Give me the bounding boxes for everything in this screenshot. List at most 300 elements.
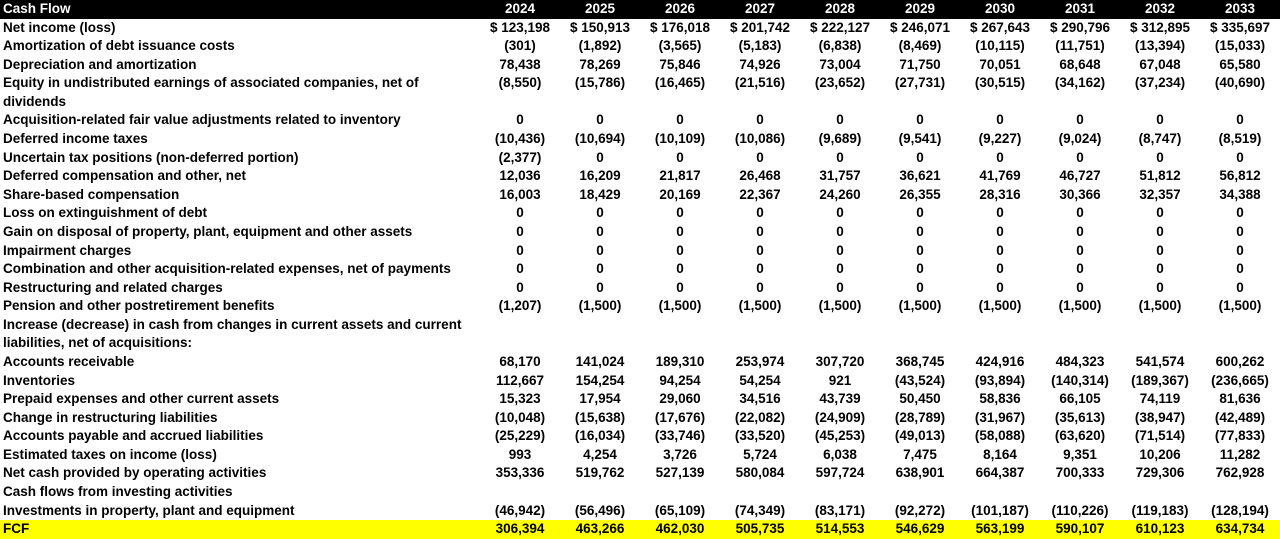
year-header: 2030 xyxy=(960,0,1040,19)
cell-value: 58,836 xyxy=(979,391,1021,407)
cell-value: (93,894) xyxy=(974,372,1026,388)
cell-value: (128,194) xyxy=(1211,502,1269,518)
cell-value: 424,916 xyxy=(975,353,1025,369)
cell-value: 0 xyxy=(996,279,1004,295)
table-row xyxy=(0,446,1280,465)
cell-value: 0 xyxy=(1156,279,1164,295)
cell-value: 762,928 xyxy=(1215,465,1265,481)
year-header: 2031 xyxy=(1040,0,1120,19)
cell-value xyxy=(480,483,560,502)
cell-value: 30,366 xyxy=(1059,186,1101,202)
cell-value: 43,739 xyxy=(819,391,861,407)
cell-value: 73,004 xyxy=(819,56,861,72)
cell-value: 3,726 xyxy=(663,446,697,462)
cell-value: $ 267,643 xyxy=(969,19,1031,35)
table-row xyxy=(0,186,1280,205)
cell-value: (23,652) xyxy=(814,75,866,91)
cell-value: 75,846 xyxy=(659,56,701,72)
cell-value: 0 xyxy=(836,261,844,277)
year-header: 2024 xyxy=(480,0,560,19)
cell-value: (43,524) xyxy=(894,372,946,388)
cell-value: (31,967) xyxy=(974,409,1026,425)
row-label: Share-based compensation xyxy=(3,186,180,202)
cell-value: (34,162) xyxy=(1054,75,1106,91)
cell-value: (11,751) xyxy=(1055,38,1105,54)
row-label: Investments in property, plant and equipment xyxy=(3,502,295,518)
cell-value: 41,769 xyxy=(979,168,1021,184)
cell-value: 51,812 xyxy=(1139,168,1181,184)
cell-value: (46,942) xyxy=(494,502,546,518)
row-label: Pension and other postretirement benefits xyxy=(3,298,275,314)
cell-value: 0 xyxy=(516,223,524,239)
cell-value: (3,565) xyxy=(658,38,702,54)
cell-value: (15,033) xyxy=(1214,38,1266,54)
cell-value: (1,500) xyxy=(1058,298,1102,314)
year-header: 2028 xyxy=(800,0,880,19)
cell-value: 0 xyxy=(996,223,1004,239)
table-row xyxy=(0,204,1280,223)
cell-value: 0 xyxy=(1076,112,1084,128)
row-label: Accounts receivable xyxy=(3,353,135,369)
cell-value: $ 290,796 xyxy=(1049,19,1111,35)
cell-value: 306,394 xyxy=(480,520,560,539)
cell-value xyxy=(880,316,960,353)
cell-value: (10,436) xyxy=(494,130,546,146)
cell-value: 0 xyxy=(1236,112,1244,128)
year-header: 2032 xyxy=(1120,0,1200,19)
cell-value: 0 xyxy=(596,242,604,258)
cell-value: 68,648 xyxy=(1059,56,1101,72)
cell-value xyxy=(800,483,880,502)
cell-value: 32,357 xyxy=(1139,186,1181,202)
cell-value: 11,282 xyxy=(1219,446,1261,462)
cell-value: (119,183) xyxy=(1131,502,1189,518)
table-row xyxy=(0,427,1280,446)
cell-value: 0 xyxy=(836,279,844,295)
table-row xyxy=(0,464,1280,483)
cell-value: 65,580 xyxy=(1219,56,1261,72)
cell-value: (28,789) xyxy=(894,409,946,425)
table-row xyxy=(0,223,1280,242)
cell-value: (1,500) xyxy=(578,298,622,314)
year-header: 2025 xyxy=(560,0,640,19)
cell-value: (49,013) xyxy=(894,428,946,444)
cell-value: 590,107 xyxy=(1040,520,1120,539)
cell-value: 563,199 xyxy=(960,520,1040,539)
row-label: Inventories xyxy=(3,372,76,388)
cell-value xyxy=(1040,483,1120,502)
cell-value: (1,500) xyxy=(1138,298,1182,314)
table-row xyxy=(0,130,1280,149)
cell-value: 112,667 xyxy=(495,372,545,388)
table-row xyxy=(0,483,1280,502)
cell-value: 154,254 xyxy=(575,372,625,388)
year-header: 2026 xyxy=(640,0,720,19)
cell-value: 54,254 xyxy=(739,372,781,388)
cell-value: (42,489) xyxy=(1214,409,1266,425)
cell-value: (77,833) xyxy=(1214,428,1266,444)
table-row xyxy=(0,56,1280,75)
cell-value: 189,310 xyxy=(655,353,705,369)
cell-value: (140,314) xyxy=(1051,372,1109,388)
cell-value: $ 150,913 xyxy=(569,19,631,35)
cell-value: 0 xyxy=(1076,261,1084,277)
cell-value: 0 xyxy=(516,112,524,128)
cell-value: 29,060 xyxy=(659,391,701,407)
cell-value: 78,269 xyxy=(579,56,621,72)
cell-value: 22,367 xyxy=(739,186,781,202)
cell-value: 0 xyxy=(916,261,924,277)
row-label: Restructuring and related charges xyxy=(3,279,223,295)
cell-value: (110,226) xyxy=(1051,502,1109,518)
cell-value: (2,377) xyxy=(498,149,542,165)
cell-value: (83,171) xyxy=(814,502,866,518)
cell-value: 68,170 xyxy=(499,353,541,369)
cell-value xyxy=(1120,316,1200,353)
cell-value: (22,082) xyxy=(734,409,786,425)
table-row xyxy=(0,19,1280,38)
cell-value: 0 xyxy=(1076,149,1084,165)
cell-value: 12,036 xyxy=(499,168,541,184)
cell-value: (10,115) xyxy=(975,38,1025,54)
cell-value: 484,323 xyxy=(1055,353,1105,369)
cell-value: (10,086) xyxy=(734,130,786,146)
row-label: Cash flows from investing activities xyxy=(3,484,233,500)
cell-value: 0 xyxy=(756,205,764,221)
cell-value: 527,139 xyxy=(655,465,705,481)
cell-value xyxy=(480,316,560,353)
cell-value: 16,209 xyxy=(579,168,621,184)
cell-value: (5,183) xyxy=(738,38,782,54)
cell-value: 0 xyxy=(756,112,764,128)
cell-value: 0 xyxy=(516,242,524,258)
cell-value: (8,519) xyxy=(1218,130,1262,146)
cell-value xyxy=(560,316,640,353)
cell-value xyxy=(1040,316,1120,353)
cell-value: 56,812 xyxy=(1219,168,1261,184)
row-label: Accounts payable and accrued liabilities xyxy=(3,428,264,444)
row-label: Depreciation and amortization xyxy=(3,56,197,72)
cell-value: 67,048 xyxy=(1139,56,1181,72)
cell-value xyxy=(1200,483,1280,502)
cell-value: (1,500) xyxy=(1218,298,1262,314)
table-row xyxy=(0,353,1280,372)
year-header: 2029 xyxy=(880,0,960,19)
cell-value: 921 xyxy=(828,372,852,388)
row-label: Equity in undistributed earnings of associated companies, net of dividends xyxy=(3,75,419,109)
cell-value: 0 xyxy=(916,223,924,239)
cell-value xyxy=(640,483,720,502)
cell-value: (1,892) xyxy=(578,38,622,54)
cell-value: 18,429 xyxy=(579,186,621,202)
cell-value: (65,109) xyxy=(654,502,706,518)
row-label: Net cash provided by operating activities xyxy=(3,465,267,481)
sheet-title: Cash Flow xyxy=(0,0,480,19)
cell-value: (45,253) xyxy=(814,428,866,444)
row-label: Estimated taxes on income (loss) xyxy=(3,446,217,462)
cell-value: 514,553 xyxy=(800,520,880,539)
cell-value: 0 xyxy=(836,223,844,239)
cell-value xyxy=(720,483,800,502)
cell-value: 78,438 xyxy=(499,56,541,72)
cell-value: (15,638) xyxy=(574,409,626,425)
table-row xyxy=(0,37,1280,56)
cell-value: (9,024) xyxy=(1058,130,1102,146)
cell-value: 541,574 xyxy=(1135,353,1185,369)
cell-value: 20,169 xyxy=(659,186,701,202)
cell-value: (35,613) xyxy=(1054,409,1106,425)
cell-value: 81,636 xyxy=(1219,391,1261,407)
cell-value: 0 xyxy=(756,223,764,239)
table-row xyxy=(0,316,1280,353)
cell-value: (1,500) xyxy=(738,298,782,314)
cell-value: 610,123 xyxy=(1120,520,1200,539)
cell-value: 8,164 xyxy=(983,446,1017,462)
cell-value: $ 335,697 xyxy=(1209,19,1271,35)
cell-value: 0 xyxy=(676,205,684,221)
cell-value: 0 xyxy=(1156,242,1164,258)
cell-value: (92,272) xyxy=(894,502,946,518)
cell-value: 0 xyxy=(836,242,844,258)
cell-value: 0 xyxy=(1236,279,1244,295)
cell-value: 0 xyxy=(996,112,1004,128)
row-label: Deferred income taxes xyxy=(3,130,148,146)
cell-value: 26,468 xyxy=(739,168,781,184)
table-row xyxy=(0,372,1280,391)
cell-value: 0 xyxy=(1156,223,1164,239)
table-row xyxy=(0,74,1280,111)
cell-value: 0 xyxy=(916,205,924,221)
cell-value: 15,323 xyxy=(499,391,541,407)
cell-value: 0 xyxy=(756,261,764,277)
cell-value: 0 xyxy=(596,149,604,165)
cell-value: 0 xyxy=(1156,112,1164,128)
cell-value: 74,926 xyxy=(739,56,781,72)
cell-value: 638,901 xyxy=(895,465,945,481)
cell-value: (6,838) xyxy=(818,38,862,54)
cell-value: 94,254 xyxy=(659,372,701,388)
cell-value: (33,520) xyxy=(734,428,786,444)
cell-value: (1,500) xyxy=(978,298,1022,314)
cell-value: 0 xyxy=(516,205,524,221)
row-label: Loss on extinguishment of debt xyxy=(3,205,208,221)
cell-value: 368,745 xyxy=(895,353,945,369)
cell-value: 0 xyxy=(756,149,764,165)
cell-value: 0 xyxy=(1076,242,1084,258)
cell-value: 0 xyxy=(1236,205,1244,221)
cell-value: 4,254 xyxy=(583,446,617,462)
cell-value: (10,694) xyxy=(574,130,626,146)
cell-value: 0 xyxy=(1156,261,1164,277)
cell-value: 0 xyxy=(996,205,1004,221)
cell-value: (37,234) xyxy=(1134,75,1186,91)
cell-value: 6,038 xyxy=(823,446,857,462)
cell-value: (21,516) xyxy=(734,75,786,91)
cell-value: (1,500) xyxy=(818,298,862,314)
cell-value xyxy=(960,483,1040,502)
table-row xyxy=(0,279,1280,298)
cell-value: (189,367) xyxy=(1131,372,1189,388)
cell-value xyxy=(720,316,800,353)
cell-value: 28,316 xyxy=(979,186,1021,202)
cell-value: 519,762 xyxy=(575,465,625,481)
cell-value: (63,620) xyxy=(1054,428,1106,444)
cell-value: 34,516 xyxy=(739,391,781,407)
cell-value xyxy=(560,483,640,502)
cell-value: (236,665) xyxy=(1211,372,1269,388)
cell-value: 634,734 xyxy=(1200,520,1280,539)
cell-value: 21,817 xyxy=(659,168,701,184)
cell-value: (56,496) xyxy=(574,502,626,518)
cell-value: 0 xyxy=(996,242,1004,258)
cell-value: (58,088) xyxy=(974,428,1026,444)
cell-value: (16,465) xyxy=(654,75,706,91)
cell-value: (74,349) xyxy=(734,502,786,518)
row-label: Increase (decrease) in cash from changes in current assets and current liabilities, net of acquisitions: xyxy=(3,316,462,351)
cell-value: 0 xyxy=(676,242,684,258)
cell-value: (1,500) xyxy=(898,298,942,314)
table-row xyxy=(0,260,1280,279)
cell-value: 70,051 xyxy=(979,56,1021,72)
cell-value: (24,909) xyxy=(814,409,866,425)
cell-value: 10,206 xyxy=(1139,446,1181,462)
table-row xyxy=(0,297,1280,316)
cell-value: 0 xyxy=(516,279,524,295)
cell-value: 46,727 xyxy=(1059,168,1101,184)
cell-value: 0 xyxy=(596,112,604,128)
row-label: Gain on disposal of property, plant, equipment and other assets xyxy=(3,223,413,239)
cell-value: 0 xyxy=(916,242,924,258)
cell-value: 993 xyxy=(508,446,532,462)
cell-value: 0 xyxy=(1076,223,1084,239)
cell-value: (101,187) xyxy=(971,502,1029,518)
cell-value: 36,621 xyxy=(899,168,941,184)
cell-value: 0 xyxy=(836,112,844,128)
cell-value: 0 xyxy=(1236,261,1244,277)
cell-value: 0 xyxy=(676,261,684,277)
cell-value: 0 xyxy=(676,112,684,128)
cell-value: 0 xyxy=(676,279,684,295)
cell-value: $ 123,198 xyxy=(489,19,551,35)
cell-value: 0 xyxy=(836,149,844,165)
cell-value: 0 xyxy=(1236,242,1244,258)
row-label: Net income (loss) xyxy=(3,19,116,35)
cell-value: $ 222,127 xyxy=(809,19,871,35)
cell-value: (27,731) xyxy=(894,75,946,91)
cell-value: 0 xyxy=(596,261,604,277)
table-row xyxy=(0,242,1280,261)
cell-value xyxy=(800,316,880,353)
cell-value xyxy=(960,316,1040,353)
cell-value: (1,500) xyxy=(658,298,702,314)
cell-value: (8,469) xyxy=(898,38,942,54)
cell-value: 729,306 xyxy=(1135,465,1185,481)
cell-value: 31,757 xyxy=(819,168,861,184)
row-label: Uncertain tax positions (non-deferred portion) xyxy=(3,149,299,165)
cell-value: 0 xyxy=(836,205,844,221)
cell-value: 0 xyxy=(596,279,604,295)
cell-value: (15,786) xyxy=(574,75,626,91)
cell-value: 16,003 xyxy=(499,186,541,202)
cell-value: 71,750 xyxy=(899,56,941,72)
cell-value: 0 xyxy=(1156,205,1164,221)
table-row xyxy=(0,502,1280,521)
cell-value: 0 xyxy=(916,149,924,165)
row-label: Prepaid expenses and other current assets xyxy=(3,391,280,407)
cell-value: 0 xyxy=(676,223,684,239)
cell-value: 0 xyxy=(676,149,684,165)
cell-value: (10,109) xyxy=(654,130,706,146)
cell-value: 0 xyxy=(596,205,604,221)
table-row xyxy=(0,149,1280,168)
table-body xyxy=(0,19,1280,521)
row-label: Impairment charges xyxy=(3,242,132,258)
cell-value: 546,629 xyxy=(880,520,960,539)
cell-value: 0 xyxy=(1236,149,1244,165)
cell-value: 0 xyxy=(996,149,1004,165)
cell-value: 580,084 xyxy=(735,465,785,481)
cell-value: 462,030 xyxy=(640,520,720,539)
cell-value: 505,735 xyxy=(720,520,800,539)
cell-value: 66,105 xyxy=(1059,391,1101,407)
cell-value: 0 xyxy=(596,223,604,239)
cell-value: 463,266 xyxy=(560,520,640,539)
year-header: 2033 xyxy=(1200,0,1280,19)
table-row xyxy=(0,390,1280,409)
cell-value: 664,387 xyxy=(975,465,1025,481)
row-label: Acquisition-related fair value adjustments related to inventory xyxy=(3,112,401,128)
cell-value: (71,514) xyxy=(1134,428,1186,444)
cell-value: (1,207) xyxy=(498,298,542,314)
cell-value: 0 xyxy=(1236,223,1244,239)
cell-value: 24,260 xyxy=(819,186,861,202)
row-label: FCF xyxy=(0,520,480,539)
fcf-row xyxy=(0,520,1280,539)
cell-value: 0 xyxy=(1076,205,1084,221)
cell-value: (301) xyxy=(504,38,536,54)
cell-value: 26,355 xyxy=(899,186,941,202)
row-label: Deferred compensation and other, net xyxy=(3,168,247,184)
cell-value: 0 xyxy=(516,261,524,277)
cell-value: $ 201,742 xyxy=(729,19,791,35)
cell-value: 597,724 xyxy=(815,465,865,481)
cell-value: (8,550) xyxy=(498,75,542,91)
row-label: Change in restructuring liabilities xyxy=(3,409,218,425)
cell-value xyxy=(1200,316,1280,353)
cell-value: (10,048) xyxy=(494,409,546,425)
cell-value: 700,333 xyxy=(1055,465,1105,481)
row-label: Amortization of debt issuance costs xyxy=(3,38,235,54)
cell-value: 0 xyxy=(916,279,924,295)
cell-value: 0 xyxy=(1076,279,1084,295)
cell-value: $ 246,071 xyxy=(889,19,951,35)
year-header: 2027 xyxy=(720,0,800,19)
cell-value: 0 xyxy=(1156,149,1164,165)
cell-value: 7,475 xyxy=(903,446,937,462)
cell-value: 600,262 xyxy=(1215,353,1265,369)
cell-value: 34,388 xyxy=(1219,186,1261,202)
cell-value: 5,724 xyxy=(743,446,777,462)
cell-value: 0 xyxy=(996,261,1004,277)
cell-value: 0 xyxy=(916,112,924,128)
cell-value: $ 312,895 xyxy=(1129,19,1191,35)
cell-value: $ 176,018 xyxy=(649,19,711,35)
cell-value: (13,394) xyxy=(1134,38,1186,54)
cell-value: 50,450 xyxy=(899,391,941,407)
cell-value: (16,034) xyxy=(574,428,626,444)
table-row xyxy=(0,409,1280,428)
table-row xyxy=(0,111,1280,130)
